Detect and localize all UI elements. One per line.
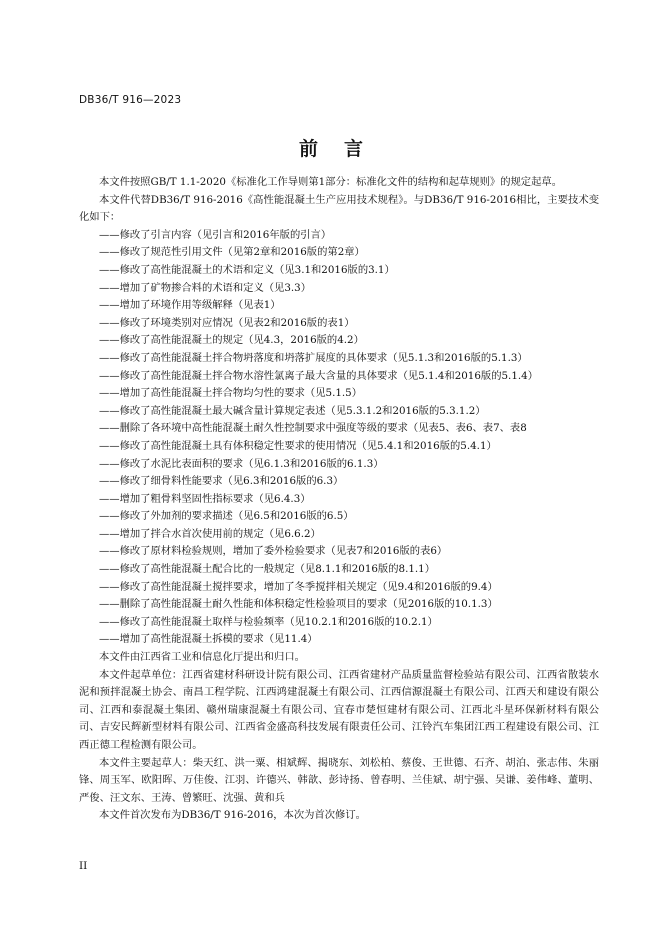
change-item: ——修改了细骨料性能要求（见6.3和2016版的6.3） xyxy=(99,475,344,488)
change-item: ——修改了水泥比表面积的要求（见6.1.3和2016版的6.1.3） xyxy=(99,457,384,470)
change-item: ——修改了高性能混凝土配合比的一般规定（见8.1.1和2016版的8.1.1） xyxy=(99,563,436,576)
change-item: ——修改了高性能混凝土的规定（见4.3，2016版的4.2） xyxy=(99,334,364,347)
change-item: ——修改了高性能混凝土具有体积稳定性要求的使用情况（见5.4.1和2016版的5.4.1） xyxy=(99,439,497,452)
document-id: DB36/T 916—2023 xyxy=(79,94,182,106)
drafters-paragraph: 本文件主要起草人：柴天红、洪一粟、相斌辉、揭晓东、刘松柏、蔡俊、王世德、石齐、胡泊、张志伟、朱丽锋、周玉军、欧阳晖、万佳俊、江羽、许德兴、韩歆、彭诗扬、曾春明、兰佳斌、胡宁强、吴谦、姜伟峰、董明、严俊、汪文东、王涛、曾繁旺、沈强、黄和兵 xyxy=(79,756,599,804)
page-number: II xyxy=(79,860,88,872)
change-item: ——修改了高性能混凝土拌合物坍落度和坍落扩展度的具体要求（见5.1.3和2016版的5.1.3） xyxy=(99,351,528,364)
change-item: ——增加了粗骨料坚固性指标要求（见6.4.3） xyxy=(99,492,311,505)
drafting-units-paragraph: 本文件起草单位：江西省建材科研设计院有限公司、江西省建材产品质量监督检验站有限公司、江西省散装水泥和预拌混凝土协会、南昌工程学院、江西鸿建混凝土有限公司、江西信源混凝土有限公司、江西天和建设有限公司、江西和泰混凝土集团、赣州瑞康混凝土有限公司、宜春市楚恒建材有限公司、江西北斗星环保新材料有限公司、吉安民辉新型材料有限公司、江西省金盛高科技发展有限责任公司、江铃汽车集团江西工程建设有限公司、江西正德工程检测有限公司。 xyxy=(79,668,599,751)
change-item: ——删除了高性能混凝土耐久性能和体积稳定性检验项目的要求（见2016版的10.1.3） xyxy=(99,598,498,611)
change-item: ——修改了高性能混凝土搅拌要求，增加了冬季搅拌相关规定（见9.4和2016版的9.4） xyxy=(99,580,498,593)
change-item: ——增加了高性能混凝土拌合物均匀性的要求（见5.1.5） xyxy=(99,387,363,400)
history-paragraph: 本文件首次发布为DB36/T 916-2016，本次为首次修订。 xyxy=(99,809,366,822)
change-item: ——修改了高性能混凝土的术语和定义（见3.1和2016版的3.1） xyxy=(99,263,395,276)
change-list xyxy=(79,227,599,649)
change-item: ——增加了矿物掺合料的术语和定义（见3.3） xyxy=(99,281,312,294)
change-item: ——修改了外加剂的要求描述（见6.5和2016版的6.5） xyxy=(99,510,354,523)
change-item: ——修改了原材料检验规则，增加了委外检验要求（见表7和2016版的表6） xyxy=(99,545,448,558)
change-item: ——增加了拌合水首次使用前的规定（见6.6.2） xyxy=(99,527,321,540)
change-item: ——修改了环境类别对应情况（见表2和2016版的表1） xyxy=(99,316,355,329)
change-item: ——修改了规范性引用文件（见第2章和2016版的第2章） xyxy=(99,246,365,259)
intro-paragraph-2: 本文件代替DB36/T 916-2016《高性能混凝土生产应用技术规程》。与DB36/T 916-2016相比，主要技术变化如下： xyxy=(79,193,599,224)
change-item: ——修改了引言内容（见引言和2016年版的引言） xyxy=(99,228,332,241)
change-item: ——删除了各环境中高性能混凝土耐久性控制要求中强度等级的要求（见表5、表6、表7、表8 xyxy=(99,422,527,435)
foreword-body xyxy=(79,174,599,825)
proposer-paragraph: 本文件由江西省工业和信息化厅提出和归口。 xyxy=(99,651,305,664)
change-item: ——修改了高性能混凝土最大碱含量计算规定表述（见5.3.1.2和2016版的5.3.1.2） xyxy=(99,404,486,417)
change-item: ——增加了高性能混凝土拆模的要求（见11.4） xyxy=(99,633,318,646)
change-item: ——修改了高性能混凝土取样与检验频率（见10.2.1和2016版的10.2.1） xyxy=(99,615,438,628)
page-title: 前言 xyxy=(298,138,389,160)
change-item: ——增加了环境作用等级解释（见表1） xyxy=(99,299,281,312)
change-item: ——修改了高性能混凝土拌合物水溶性氯离子最大含量的具体要求（见5.1.4和2016版的5.1.4） xyxy=(99,369,538,382)
intro-paragraph-1: 本文件按照GB/T 1.1-2020《标准化工作导则第1部分：标准化文件的结构和起草规则》的规定起草。 xyxy=(99,176,562,188)
